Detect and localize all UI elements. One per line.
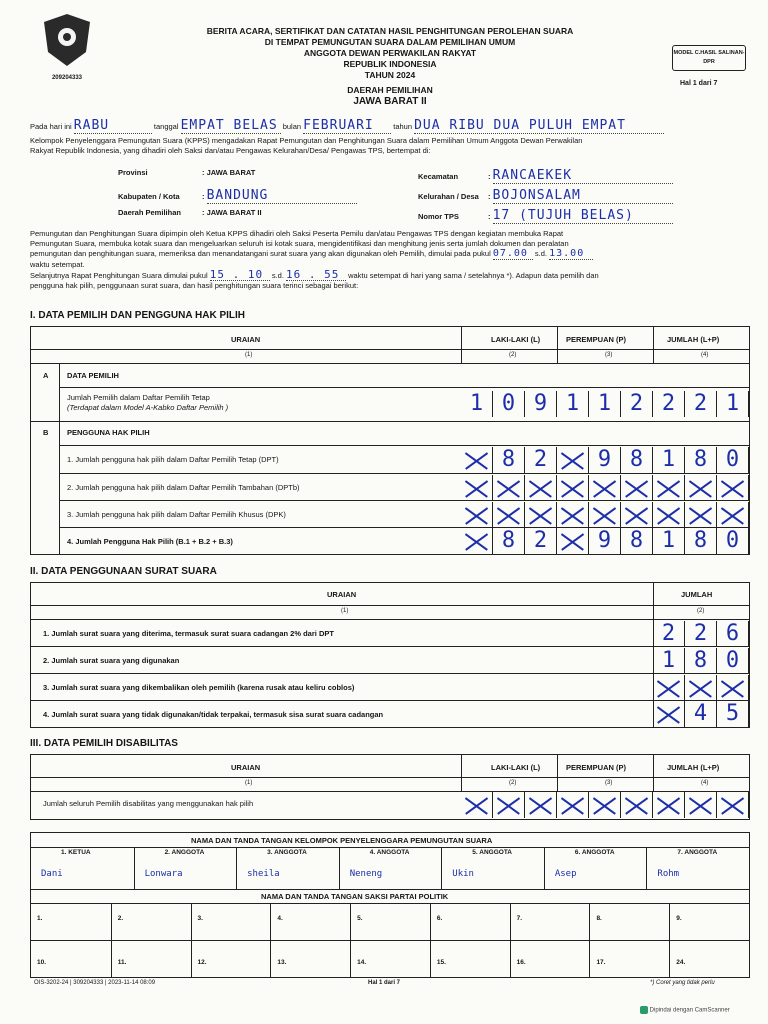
kpps-signature-name: sheila [247, 869, 280, 879]
saksi-signature-cell [350, 903, 430, 940]
s2-col-j: JUMLAH [681, 590, 713, 599]
start-time: 07.00 [493, 249, 533, 260]
waktu-setempat: waktu setempat. [30, 260, 85, 269]
s2-row3-digit [717, 675, 749, 701]
s1-a-digit: 0 [493, 391, 525, 417]
kpu-logo [36, 10, 98, 80]
s1-b2-digit [461, 475, 493, 501]
kpps-signature-cell [646, 847, 749, 889]
kecamatan-label: Kecamatan [418, 172, 459, 181]
s1-b1-digit: 2 [525, 447, 557, 473]
intro-text [30, 136, 750, 156]
saksi-signature-grid [31, 903, 749, 977]
kpps-title: NAMA DAN TANDA TANGAN KELOMPOK PENYELENGGARA PEMUNGUTAN SUARA [191, 836, 493, 845]
saksi-signature-cell [191, 903, 271, 940]
s1-b4-digit: 0 [717, 528, 749, 554]
intro-date-line [30, 118, 750, 134]
s1-b3-digit [525, 502, 557, 528]
s1-b4-digit: 8 [493, 528, 525, 554]
kpps-signature-cell [544, 847, 647, 889]
saksi-number: 24. [676, 959, 686, 966]
saksi-signature-cell [669, 940, 749, 977]
saksi-signature-cell [31, 940, 111, 977]
tahun-value: DUA RIBU DUA PULUH EMPAT [414, 118, 664, 134]
s1-b2-digit [685, 475, 717, 501]
kpps-signature-cell [236, 847, 339, 889]
intro-text-2: Rakyat Republik Indonesia, yang dihadiri oleh Saksi dan/atau Pengawas Kelurahan/Desa/ Pengawas TPS, bertempat di: [30, 146, 431, 155]
s1-b-row4: 4. Jumlah Pengguna Hak Pilih (B.1 + B.2 + B.3) [67, 537, 233, 546]
s2-row2-digit: 0 [717, 648, 749, 674]
section-1-table [30, 326, 750, 555]
tanggal-value: EMPAT BELAS [181, 118, 281, 134]
kpps-role: 6. ANGGOTA [574, 849, 615, 856]
scanner-watermark [640, 1006, 730, 1014]
title-line-2: DI TEMPAT PEMUNGUTAN SUARA DALAM PEMILIHAN UMUM [264, 37, 516, 47]
s1-b1-digit [557, 447, 589, 473]
saksi-number: 16. [516, 959, 526, 966]
location-right: Kecamatan : RANCAEKEK Kelurahan / Desa : BOJONSALAM Nomor TPS : 17 (TUJUH BELAS) [418, 168, 673, 228]
kpps-signature-row [31, 847, 749, 889]
s1-b4-digit: 2 [525, 528, 557, 554]
s3-digit [493, 792, 525, 818]
s1-n2: (2) [509, 352, 517, 358]
paragraph-line-1: Pemungutan dan Penghitungan Suara dipimpin oleh Ketua KPPS dihadiri oleh Saksi Peserta Pemilu dan/atau Pengawas TPS dengan kegiatan membuka Rapat [30, 229, 564, 238]
s1-b2-values [461, 475, 749, 501]
kabupaten-label: Kabupaten / Kota [118, 192, 180, 201]
tanggal-label: tanggal [153, 122, 179, 131]
s3-col-l: LAKI-LAKI (L) [491, 763, 541, 772]
saksi-signature-cell [430, 903, 510, 940]
sd-label-2: s.d. [271, 271, 284, 280]
saksi-signature-cell [270, 940, 350, 977]
sd-label: s.d. [534, 249, 548, 258]
page-indicator: Hal 1 dari 7 [680, 80, 718, 87]
s3-digit [653, 792, 685, 818]
s1-b-row1: 1. Jumlah pengguna hak pilih dalam Daftar Pemilih Tetap (DPT) [67, 455, 279, 464]
kpps-signature-name: Neneng [349, 869, 383, 879]
s3-n3: (3) [605, 780, 613, 786]
s2-row1-digit: 6 [717, 621, 749, 647]
saksi-number: 9. [676, 915, 682, 922]
bulan-value: FEBRUARI [303, 118, 391, 134]
s1-a-digit: 1 [717, 391, 749, 417]
s2-n1: (1) [341, 608, 349, 614]
title-line-1: BERITA ACARA, SERTIFIKAT DAN CATATAN HASIL PENGHITUNGAN PEROLEHAN SUARA [206, 26, 574, 36]
s2-row2-digit: 1 [653, 648, 685, 674]
paragraph-line-2: Pemungutan Suara, membuka kotak suara dan mengeluarkan seluruh isi kotak suara, mengidentifikasi dan menghitung jenis serta jumlah dokumen dan peralatan [30, 239, 569, 248]
end-time: 13.00 [549, 249, 593, 260]
saksi-number: 5. [357, 915, 363, 922]
intro-text-1: Kelompok Penyelenggara Pemungutan Suara (KPPS) mengadakan Rapat Pemungutan dan Penghitungan Suara dalam Pemilihan Umum Anggota Dewan Perwakilan [30, 136, 583, 145]
s3-values [461, 792, 749, 818]
kpps-role: 7. ANGGOTA [677, 849, 718, 856]
saksi-number: 12. [197, 959, 207, 966]
s1-b3-digit [685, 502, 717, 528]
s2-row3-digit [653, 675, 685, 701]
saksi-signature-cell [270, 903, 350, 940]
paragraph-line-4b: waktu setempat di hari yang sama / setelahnya *). Adapun data pemilih dan [348, 271, 599, 280]
kelurahan-value: BOJONSALAM [493, 188, 673, 204]
title-line-3: ANGGOTA DEWAN PERWAKILAN RAKYAT [303, 48, 477, 58]
s1-a-digit: 2 [621, 391, 653, 417]
kpps-signature-cell [134, 847, 237, 889]
s2-row1-digit: 2 [653, 621, 685, 647]
s1-a-row1b: (Terdapat dalam Model A-Kabko Daftar Pemilih ) [67, 403, 229, 412]
kpps-role: 4. ANGGOTA [369, 849, 410, 856]
section-3-title: III. DATA PEMILIH DISABILITAS [30, 738, 178, 749]
s1-b1-digit: 1 [653, 447, 685, 473]
s1-a-digit: 1 [557, 391, 589, 417]
s1-b1-digit: 8 [493, 447, 525, 473]
provinsi-value: : JAWA BARAT [202, 168, 256, 177]
s1-b3-digit [461, 502, 493, 528]
s1-b1-values [461, 447, 749, 473]
daerah-label: DAERAH PEMILIHAN [347, 85, 433, 95]
footer-page: Hal 1 dari 7 [368, 980, 401, 986]
s2-n2: (2) [697, 608, 705, 614]
location-left: Provinsi : JAWA BARAT Kabupaten / Kota : BANDUNG Daerah Pemilihan : JAWA BARAT II [118, 168, 357, 228]
kpps-role: 1. KETUA [61, 849, 91, 856]
scanner-text: Dipindai dengan CamScanner [649, 1007, 730, 1014]
s1-a-digit: 2 [685, 391, 717, 417]
s1-b1-digit [461, 447, 493, 473]
s2-row1-values [653, 621, 749, 647]
s3-digit [685, 792, 717, 818]
kpps-signature-cell [441, 847, 544, 889]
s1-b2-digit [557, 475, 589, 501]
kabupaten-value: BANDUNG [207, 188, 357, 204]
s2-row2-values [653, 648, 749, 674]
s1-col-j: JUMLAH (L+P) [667, 335, 720, 344]
saksi-number: 4. [277, 915, 283, 922]
s2-row3: 3. Jumlah surat suara yang dikembalikan oleh pemilih (karena rusak atau keliru coblos) [43, 683, 355, 692]
camscanner-icon [640, 1006, 648, 1014]
saksi-number: 8. [596, 915, 602, 922]
saksi-signature-cell [510, 903, 590, 940]
s3-digit [621, 792, 653, 818]
s1-b3-digit [653, 502, 685, 528]
s1-b4-digit [557, 528, 589, 554]
s3-col-p: PEREMPUAN (P) [566, 763, 627, 772]
s2-row3-values [653, 675, 749, 701]
kelurahan-label: Kelurahan / Desa [418, 192, 479, 201]
s2-row2: 2. Jumlah surat suara yang digunakan [43, 656, 180, 665]
s1-b-title: PENGGUNA HAK PILIH [67, 428, 150, 437]
s1-b3-digit [621, 502, 653, 528]
s3-n4: (4) [701, 780, 709, 786]
s1-b2-digit [525, 475, 557, 501]
s1-b2-digit [589, 475, 621, 501]
saksi-signature-cell [430, 940, 510, 977]
s3-digit [525, 792, 557, 818]
tps-value: 17 (TUJUH BELAS) [493, 208, 673, 224]
kecamatan-value: RANCAEKEK [493, 168, 673, 184]
footer-code: OIS-3202-24 | 309204333 | 2023-11-14 08:09 [34, 980, 156, 986]
s1-b2-digit [717, 475, 749, 501]
saksi-number: 17. [596, 959, 606, 966]
saksi-signature-cell [589, 903, 669, 940]
s2-row4-values [653, 701, 749, 727]
s1-b2-digit [653, 475, 685, 501]
saksi-number: 11. [117, 959, 127, 966]
kpps-signature-name: Rohm [657, 869, 680, 879]
saksi-number: 6. [436, 915, 443, 922]
s1-b2-digit [493, 475, 525, 501]
kpps-signature-name: Dani [41, 869, 63, 879]
s1-col-p: PEREMPUAN (P) [566, 335, 627, 344]
title-line-5: TAHUN 2024 [364, 70, 416, 80]
daerah-pemilihan-label: Daerah Pemilihan [118, 208, 181, 217]
s2-row1-digit: 2 [685, 621, 717, 647]
procedure-paragraph [30, 229, 750, 291]
saksi-signature-cell [191, 940, 271, 977]
saksi-number: 10. [37, 959, 47, 966]
s3-digit [461, 792, 493, 818]
s1-b3-digit [493, 502, 525, 528]
s1-a-digit: 1 [461, 391, 493, 417]
paragraph-line-3: pemungutan dan penghitungan suara, memeriksa dan menandatangani surat suara yang akan digunakan oleh Pemilih, dimulai pada pukul [30, 249, 491, 258]
tahun-label: tahun [393, 122, 413, 131]
s1-b4-digit [461, 528, 493, 554]
s1-a-digit: 2 [653, 391, 685, 417]
tps-label: Nomor TPS [418, 212, 459, 221]
s1-a-title: DATA PEMILIH [67, 371, 119, 380]
s2-row4-digit [653, 701, 685, 727]
s3-digit [717, 792, 749, 818]
s1-b-row3: 3. Jumlah pengguna hak pilih dalam Daftar Pemilih Khusus (DPK) [67, 510, 286, 519]
s1-n1: (1) [245, 352, 253, 358]
saksi-signature-cell [589, 940, 669, 977]
s1-b1-digit: 0 [717, 447, 749, 473]
s1-b1-digit: 8 [685, 447, 717, 473]
paragraph-line-5: pengguna hak pilih, penggunaan surat suara, dan hasil penghitungan suara terinci sebagai berikut: [30, 281, 359, 290]
s1-b1-digit: 9 [589, 447, 621, 473]
s1-a-row1: Jumlah Pemilih dalam Daftar Pemilih Tetap [67, 393, 210, 402]
saksi-signature-cell [111, 940, 191, 977]
saksi-signature-cell [669, 903, 749, 940]
s1-n4: (4) [701, 352, 709, 358]
s1-a-values [461, 391, 749, 417]
s2-row4: 4. Jumlah surat suara yang tidak digunakan/tidak terpakai, termasuk sisa surat suara cadangan [43, 710, 384, 719]
saksi-signature-cell [350, 940, 430, 977]
s1-b-label: B [43, 428, 49, 437]
saksi-title: NAMA DAN TANDA TANGAN SAKSI PARTAI POLITIK [261, 892, 449, 901]
s1-b4-digit: 9 [589, 528, 621, 554]
s1-b3-values [461, 502, 749, 528]
section-2-table [30, 582, 750, 728]
s3-digit [557, 792, 589, 818]
s1-b3-digit [557, 502, 589, 528]
daerah-value: JAWA BARAT II [353, 96, 427, 107]
kpps-signature-cell [339, 847, 442, 889]
kpps-role: 3. ANGGOTA [267, 849, 307, 856]
saksi-signature-cell [510, 940, 590, 977]
saksi-signature-cell [111, 903, 191, 940]
daerah-pemilihan-value: : JAWA BARAT II [202, 208, 262, 217]
s2-row4-digit: 4 [685, 701, 717, 727]
signature-table [30, 832, 750, 978]
s1-b4-digit: 8 [621, 528, 653, 554]
document-header [150, 26, 630, 107]
s1-n3: (3) [605, 352, 613, 358]
hari-value: RABU [74, 118, 152, 134]
saksi-number: 14. [357, 959, 367, 966]
title-line-4: REPUBLIK INDONESIA [343, 59, 437, 69]
s2-row2-digit: 8 [685, 648, 717, 674]
model-label: MODEL C.HASIL SALINAN-DPR [672, 45, 746, 71]
s1-col-l: LAKI-LAKI (L) [491, 335, 541, 344]
s2-row4-digit: 5 [717, 701, 749, 727]
saksi-number: 7. [516, 915, 523, 922]
section-3-table [30, 754, 750, 820]
s3-row: Jumlah seluruh Pemilih disabilitas yang menggunakan hak pilih [43, 799, 254, 808]
s3-n1: (1) [245, 780, 253, 786]
s3-n2: (2) [509, 780, 517, 786]
section-1-title: I. DATA PEMILIH DAN PENGGUNA HAK PILIH [30, 310, 245, 321]
saksi-number: 13. [277, 959, 287, 966]
paragraph-line-4: Selanjutnya Rapat Penghitungan Suara dimulai pukul [30, 271, 208, 280]
count-start-time: 15 . 10 [210, 270, 270, 281]
kpps-role: 5. ANGGOTA [472, 849, 513, 856]
s1-b4-digit: 1 [653, 528, 685, 554]
s2-row3-digit [685, 675, 717, 701]
s1-b3-digit [589, 502, 621, 528]
provinsi-label: Provinsi [118, 168, 148, 177]
s1-a-digit: 1 [589, 391, 621, 417]
s3-col-j: JUMLAH (L+P) [667, 763, 720, 772]
footer-note: *) Coret yang tidak perlu [650, 980, 715, 986]
bulan-label: bulan [282, 122, 302, 131]
s1-b3-digit [717, 502, 749, 528]
s1-col-uraian: URAIAN [231, 335, 261, 344]
saksi-number: 1. [37, 915, 43, 922]
kpps-signature-name: Asep [554, 869, 577, 879]
section-2-title: II. DATA PENGGUNAAN SURAT SUARA [30, 566, 217, 577]
saksi-signature-cell [31, 903, 111, 940]
s1-b4-digit: 8 [685, 528, 717, 554]
s1-a-label: A [43, 371, 49, 380]
s1-b-row2: 2. Jumlah pengguna hak pilih dalam Daftar Pemilih Tambahan (DPTb) [67, 483, 300, 492]
s1-b4-values [461, 528, 749, 554]
saksi-number: 3. [197, 915, 203, 922]
kpps-signature-cell [31, 847, 134, 889]
kpps-role: 2. ANGGOTA [164, 849, 205, 856]
s3-col-uraian: URAIAN [231, 763, 261, 772]
saksi-number: 15. [436, 959, 446, 966]
s2-row1: 1. Jumlah surat suara yang diterima, termasuk surat suara cadangan 2% dari DPT [43, 629, 334, 638]
count-end-time: 16 . 55 [286, 270, 346, 281]
kpps-signature-name: Ukin [452, 869, 474, 879]
logo-code: 209204333 [51, 75, 83, 81]
s2-col-uraian: URAIAN [327, 590, 357, 599]
saksi-number: 2. [117, 915, 124, 922]
pada-hari-label: Pada hari ini [30, 122, 72, 131]
s1-b2-digit [621, 475, 653, 501]
s3-digit [589, 792, 621, 818]
s1-b1-digit: 8 [621, 447, 653, 473]
kpps-signature-name: Lonwara [144, 869, 183, 879]
s1-a-digit: 9 [525, 391, 557, 417]
